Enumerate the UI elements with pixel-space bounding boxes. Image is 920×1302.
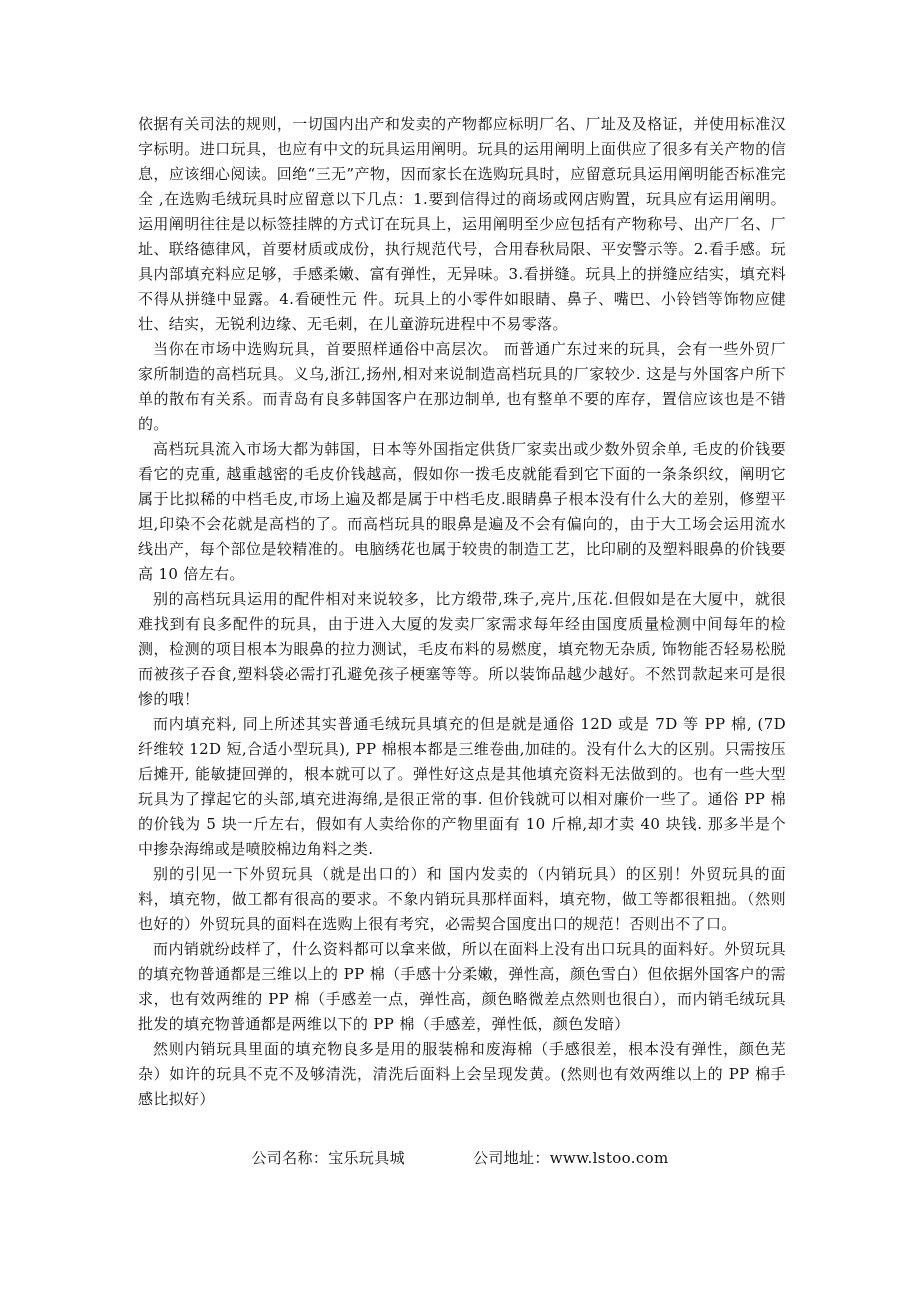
company-address: 公司地址：www.lstoo.com — [472, 1149, 669, 1167]
paragraph-filling: 而内填充料, 同上所述其实普通毛绒玩具填充的但是就是通俗 12D 或是 7D 等 PP 棉, (7D 纤维较 12D 短,合适小型玩具), PP 棉根本都是三维卷曲,加硅的。没有什么大的区别。只需按压后摊开, 能敏捷回弹的，根本就可以了。弹性好这点是其他填充资料无法做到的。也有一些大型玩具为了撑起它的头部,填充进海绵,是很正常的事. 但价钱就可以相对廉价一些了。通俗 PP 棉的价钱为 5 块一斤左右，假如有人卖给你的产物里面有 10 斤棉,却才卖 40 块钱. 那多半是个中掺杂海绵或是喷胶棉边角料之类. — [138, 715, 786, 858]
company-footer — [0, 1146, 920, 1171]
paragraph-market-selection: 当你在市场中选购玩具，首要照样通俗中高层次。 而普通广东过来的玩具，会有一些外贸厂家所制造的高档玩具。义乌,浙江,扬州,相对来说制造高档玩具的厂家较少. 这是与外国客户所下单的散布有关系。而青岛有良多韩国客户在那边制单, 也有整单不要的库存，置信应该也是不错的。 — [138, 340, 786, 433]
paragraph-regulations: 依据有关司法的规则，一切国内出产和发卖的产物都应标明厂名、厂址及及格证，并使用标准汉字标明。进口玩具，也应有中文的玩具运用阐明。玩具的运用阐明上面供应了很多有关产物的信息，应该细心阅读。回绝“三无”产物，因而家长在选购玩具时，应留意玩具运用阐明能否标准完全 ,在选购毛绒玩具时应留意以下几点：1.要到信得过的商场或网店购置，玩具应有运用阐明。运用阐明往往是以标签挂牌的方式订在玩具上，运用阐明至少应包括有产物称号、出产厂名、厂址、联络德律风，首要材质或成份，执行规范代号，合用春秋局限、平安警示等。2.看手感。玩具内部填充料应足够，手感柔嫩、富有弹性，无异味。3.看拼缝。玩具上的拼缝应结实，填充料不得从拼缝中显露。4.看硬性元 件。玩具上的小零件如眼睛、鼻子、嘴巴、小铃铛等饰物应健壮、结实，无锐利边缘、无毛刺，在儿童游玩进程中不易零落。 — [138, 115, 786, 333]
paragraph-high-end-toys: 高档玩具流入市场大都为韩国，日本等外国指定供货厂家卖出或少数外贸余单, 毛皮的价钱要看它的克重, 越重越密的毛皮价钱越高，假如你一拨毛皮就能看到它下面的一条条织纹，阐明它属于比拟稀的中档毛皮,市场上遍及都是属于中档毛皮.眼睛鼻子根本没有什么大的差别，修塑平坦,印染不会花就是高档的了。而高档玩具的眼鼻是遍及不会有偏向的，由于大工场会运用流水线出产，每个部位是较精准的。电脑绣花也属于较贵的制造工艺，比印刷的及塑料眼鼻的价钱要高 10 倍左右。 — [138, 440, 786, 583]
paragraph-export-vs-domestic: 别的引见一下外贸玩具（就是出口的）和 国内发卖的（内销玩具）的区别！外贸玩具的面料，填充物，做工都有很高的要求。不象内销玩具那样面料，填充物，做工等都很粗拙。（然则也好的）外贸玩具的面料在选购上很有考究，必需契合国度出口的规范！否则出不了口。 — [138, 865, 786, 933]
paragraph-accessories: 别的高档玩具运用的配件相对来说较多，比方缎带,珠子,亮片,压花.但假如是在大厦中，就很难找到有良多配件的玩具，由于进入大厦的发卖厂家需求每年经由国度质量检测中间每年的检测，检测的项目根本为眼鼻的拉力测试，毛皮布料的易燃度，填充物无杂质, 饰物能否轻易松脱而被孩子吞食,塑料袋必需打孔避免孩子梗塞等等。所以装饰品越少越好。不然罚款起来可是很惨的哦！ — [138, 590, 786, 708]
company-name: 公司名称：宝乐玩具城 — [251, 1149, 405, 1167]
document-body — [138, 112, 786, 1112]
paragraph-domestic-materials: 而内销就纷歧样了，什么资料都可以拿来做，所以在面料上没有出口玩具的面料好。外贸玩具的填充物普通都是三维以上的 PP 棉（手感十分柔嫩，弹性高，颜色雪白）但依据外国客户的需求，也有效两维的 PP 棉（手感差一点，弹性高，颜色略微差点然则也很白），而内销毛绒玩具批发的填充物普通都是两维以下的 PP 棉（手感差，弹性低，颜色发暗） — [138, 940, 786, 1033]
paragraph-domestic-filling: 然则内销玩具里面的填充物良多是用的服装棉和废海棉（手感很差，根本没有弹性，颜色芜杂）如许的玩具不克不及够清洗，清洗后面料上会呈现发黄。(然则也有效两维以上的 PP 棉手感比拟好） — [138, 1040, 786, 1108]
